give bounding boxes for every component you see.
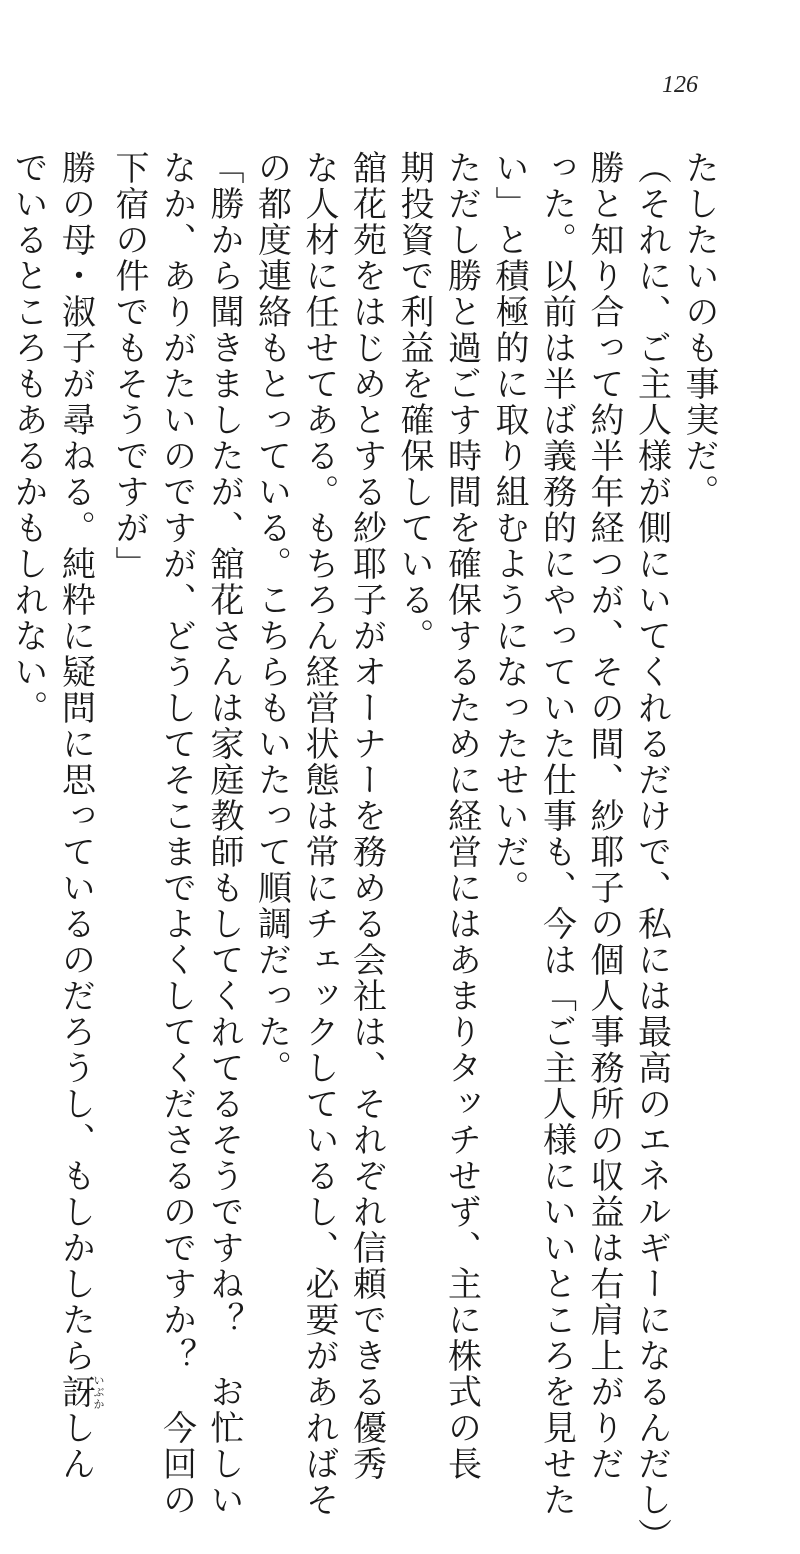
text-line: なか、ありがたいのですが、どうしてそこまでよくしてくださるのですか？ 今回の xyxy=(156,150,197,1518)
ruby-word xyxy=(55,1374,105,1410)
text-line: い」と積極的に取り組むようになったせいだ。 xyxy=(489,150,529,906)
ruby-base: 訝 xyxy=(55,1374,96,1410)
text-line: 「勝から聞きましたが、舘花さんは家庭教師もしてくれてるそうですね？ お忙しい xyxy=(204,150,244,1518)
text-line: たしたいのも事実だ。 xyxy=(679,150,719,510)
text-line: でいるところもあるかもしれない。 xyxy=(8,150,48,726)
ruby-reading: いぶか xyxy=(92,1374,105,1410)
text-line: 勝と知り合って約半年経つが、その間、紗耶子の個人事務所の収益は右肩上がりだ xyxy=(584,150,624,1482)
text-line: った。以前は半ば義務的にやっていた仕事も、今は「ご主人様にいいところを見せた xyxy=(536,150,577,1518)
body-text xyxy=(0,150,722,1554)
text-line: 下宿の件でもそうですが」 xyxy=(109,150,149,582)
text-line: 期投資で利益を確保している。 xyxy=(394,150,434,654)
text-line-end: しん xyxy=(55,1410,96,1482)
text-line-with-ruby xyxy=(51,150,105,1482)
text-line: ただし勝と過ごす時間を確保するために経営にはあまりタッチせず、主に株式の長 xyxy=(441,150,482,1482)
text-line: （それに、ご主人様が側にいてくれるだけで、私には最高のエネルギーになるんだし） xyxy=(631,150,672,1554)
text-line: な人材に任せてある。もちろん経営状態は常にチェックしているし、必要があればそ xyxy=(299,150,339,1518)
page-number: 126 xyxy=(662,72,698,98)
text-line: の都度連絡もとっている。こちらもいたって順調だった。 xyxy=(251,150,292,1086)
text-line xyxy=(0,150,4,1140)
text-line-start: 勝の母・淑子が尋ねる。純粋に疑問に思っているのだろうし、もしかしたら xyxy=(55,150,96,1374)
text-line: 舘花苑をはじめとする紗耶子がオーナーを務める会社は、それぞれ信頼できる優秀 xyxy=(346,150,387,1482)
